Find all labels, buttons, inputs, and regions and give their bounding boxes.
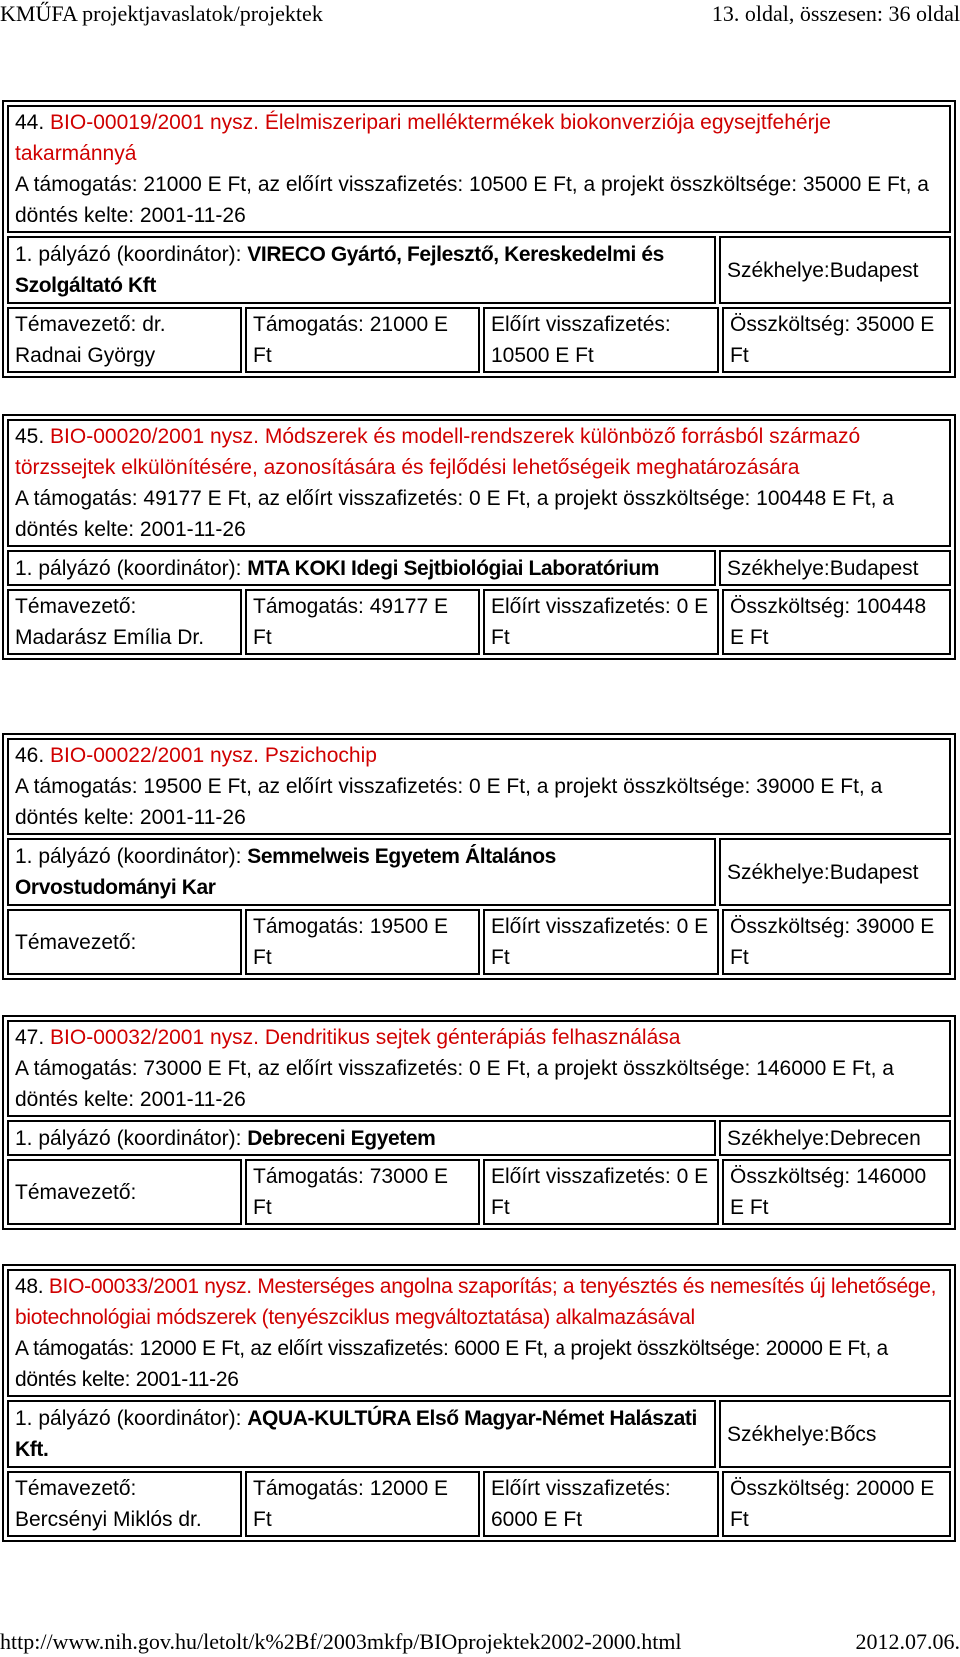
supervisor-cell bbox=[7, 307, 242, 373]
project-code: BIO-00032/2001 nysz. bbox=[50, 1026, 260, 1049]
project-code: BIO-00020/2001 nysz. bbox=[50, 425, 260, 448]
total-label: Összköltség: bbox=[730, 1165, 857, 1188]
seat-label: Székhelye: bbox=[727, 1422, 830, 1446]
support-value: 12000 E Ft bbox=[253, 1477, 448, 1531]
support-label: Támogatás: bbox=[253, 915, 370, 938]
total-label: Összköltség: bbox=[730, 595, 857, 618]
support-value: 21000 E Ft bbox=[253, 313, 448, 367]
project-title: Pszichochip bbox=[264, 744, 377, 767]
support-cell bbox=[245, 1471, 480, 1537]
total-value: 100448 E Ft bbox=[730, 595, 927, 649]
supervisor-label: Témavezető: bbox=[15, 930, 137, 954]
project-title: Élelmiszeripari melléktermékek biokonverziója egysejtfehérje takarmánnyá bbox=[15, 111, 831, 165]
repay-label: Előírt visszafizetés: bbox=[491, 915, 677, 938]
coordinator-cell bbox=[7, 1400, 716, 1468]
project-heading bbox=[15, 740, 943, 771]
supervisor-value: Bercsényi Miklós dr. bbox=[15, 1508, 202, 1531]
seat-cell bbox=[719, 1120, 951, 1156]
applicant-row bbox=[7, 838, 951, 906]
total-label: Összköltség: bbox=[730, 1477, 857, 1500]
coordinator-cell bbox=[7, 838, 716, 906]
project-block-47 bbox=[2, 1015, 956, 1230]
support-label: Támogatás: bbox=[253, 1477, 370, 1500]
repay-cell bbox=[483, 589, 719, 655]
coordinator-label: 1. pályázó (koordinátor): bbox=[15, 1126, 248, 1150]
project-header-cell bbox=[7, 419, 951, 547]
funding-row bbox=[7, 909, 951, 975]
funding-row bbox=[7, 589, 951, 655]
total-label: Összköltség: bbox=[730, 915, 857, 938]
total-cell bbox=[722, 307, 951, 373]
repay-cell bbox=[483, 307, 719, 373]
seat-cell bbox=[719, 838, 951, 906]
footer-url[interactable]: http://www.nih.gov.hu/letolt/k%2Bf/2003mkfp/BIOprojektek2002-2000.html bbox=[0, 1629, 682, 1654]
project-code: BIO-00022/2001 nysz. bbox=[50, 744, 260, 767]
total-value: 20000 E Ft bbox=[730, 1477, 935, 1531]
total-cell bbox=[722, 909, 951, 975]
applicant-name: Debreceni Egyetem bbox=[247, 1126, 436, 1150]
header-page-count: 13. oldal, összesen: 36 oldal bbox=[711, 1, 960, 26]
repay-value: 10500 E Ft bbox=[491, 344, 594, 367]
project-block-48 bbox=[2, 1264, 956, 1542]
supervisor-cell bbox=[7, 589, 242, 655]
project-heading bbox=[15, 421, 943, 483]
support-cell bbox=[245, 1159, 480, 1225]
repay-cell bbox=[483, 1471, 719, 1537]
supervisor-cell bbox=[7, 909, 242, 975]
repay-value: 0 E Ft bbox=[491, 915, 709, 969]
project-code: BIO-00033/2001 nysz. bbox=[48, 1275, 252, 1298]
project-block-45 bbox=[2, 414, 956, 660]
repay-label: Előírt visszafizetés: bbox=[491, 313, 671, 336]
project-number: 44. bbox=[15, 111, 45, 134]
repay-value: 6000 E Ft bbox=[491, 1508, 583, 1531]
coordinator-cell bbox=[7, 550, 716, 586]
total-cell bbox=[722, 1471, 951, 1537]
applicant-row bbox=[7, 1120, 951, 1156]
supervisor-label: Témavezető: bbox=[15, 595, 137, 618]
project-summary: A támogatás: 21000 E Ft, az előírt visszafizetés: 10500 E Ft, a projekt összköltsége: 35000 E Ft, a döntés kelte: 2001-11-26 bbox=[15, 173, 929, 227]
repay-label: Előírt visszafizetés: bbox=[491, 1477, 671, 1500]
project-title: Dendritikus sejtek génterápiás felhasználása bbox=[264, 1026, 681, 1049]
supervisor-value: Madarász Emília Dr. bbox=[15, 626, 205, 649]
support-label: Támogatás: bbox=[253, 595, 370, 618]
project-number: 48. bbox=[15, 1275, 44, 1298]
seat-cell bbox=[719, 236, 951, 304]
seat-cell bbox=[719, 550, 951, 586]
project-header-cell bbox=[7, 1269, 951, 1397]
coordinator-label: 1. pályázó (koordinátor): bbox=[15, 243, 248, 266]
total-value: 146000 E Ft bbox=[730, 1165, 927, 1219]
project-header-cell bbox=[7, 738, 951, 835]
seat-label: Székhelye: bbox=[727, 258, 830, 282]
project-header-cell bbox=[7, 105, 951, 233]
support-cell bbox=[245, 909, 480, 975]
coordinator-cell bbox=[7, 1120, 716, 1156]
support-label: Támogatás: bbox=[253, 1165, 370, 1188]
repay-label: Előírt visszafizetés: bbox=[491, 595, 677, 618]
funding-row bbox=[7, 307, 951, 373]
project-heading bbox=[15, 107, 943, 169]
project-summary: A támogatás: 12000 E Ft, az előírt visszafizetés: 6000 E Ft, a projekt összköltsége: 20000 E Ft, a döntés kelte: 2001-11-26 bbox=[15, 1337, 888, 1391]
project-summary: A támogatás: 19500 E Ft, az előírt visszafizetés: 0 E Ft, a projekt összköltsége: 39000 E Ft, a döntés kelte: 2001-11-26 bbox=[15, 775, 883, 829]
project-heading bbox=[15, 1022, 943, 1053]
total-value: 35000 E Ft bbox=[730, 313, 935, 367]
support-cell bbox=[245, 589, 480, 655]
seat-label: Székhelye: bbox=[727, 1126, 830, 1150]
funding-row bbox=[7, 1159, 951, 1225]
repay-cell bbox=[483, 909, 719, 975]
repay-cell bbox=[483, 1159, 719, 1225]
repay-label: Előírt visszafizetés: bbox=[491, 1165, 677, 1188]
coordinator-label: 1. pályázó (koordinátor): bbox=[15, 556, 248, 580]
seat-value: Bőcs bbox=[829, 1422, 877, 1446]
project-title: Módszerek és modell-rendszerek különböző forrásból származó törzssejtek elkülönítésére, azonosítására és fejlődési lehetőségeik meghatározására bbox=[15, 425, 861, 479]
supervisor-label: Témavezető: bbox=[15, 313, 137, 336]
project-block-46 bbox=[2, 733, 956, 980]
coordinator-label: 1. pályázó (koordinátor): bbox=[15, 1407, 248, 1430]
project-heading bbox=[15, 1271, 943, 1333]
supervisor-label: Témavezető: bbox=[15, 1180, 137, 1204]
project-code: BIO-00019/2001 nysz. bbox=[50, 111, 260, 134]
seat-label: Székhelye: bbox=[727, 860, 830, 884]
applicant-name: MTA KOKI Idegi Sejtbiológiai Laboratórium bbox=[247, 556, 660, 580]
coordinator-label: 1. pályázó (koordinátor): bbox=[15, 845, 248, 868]
supervisor-value: dr. Radnai György bbox=[15, 313, 166, 367]
seat-value: Budapest bbox=[829, 556, 919, 580]
support-value: 19500 E Ft bbox=[253, 915, 448, 969]
project-number: 45. bbox=[15, 425, 45, 448]
seat-value: Budapest bbox=[829, 860, 919, 884]
seat-label: Székhelye: bbox=[727, 556, 830, 580]
footer-date: 2012.07.06. bbox=[855, 1629, 960, 1654]
header-title: KMŰFA projektjavaslatok/projektek bbox=[0, 1, 323, 26]
support-value: 49177 E Ft bbox=[253, 595, 448, 649]
supervisor-cell bbox=[7, 1471, 242, 1537]
applicant-row bbox=[7, 236, 951, 304]
total-cell bbox=[722, 589, 951, 655]
project-number: 47. bbox=[15, 1026, 45, 1049]
applicant-name: AQUA-KULTÚRA Első Magyar-Német Halászati Kft. bbox=[15, 1407, 697, 1461]
seat-value: Debrecen bbox=[829, 1126, 921, 1150]
seat-cell bbox=[719, 1400, 951, 1468]
funding-row bbox=[7, 1471, 951, 1537]
support-cell bbox=[245, 307, 480, 373]
project-summary: A támogatás: 49177 E Ft, az előírt visszafizetés: 0 E Ft, a projekt összköltsége: 100448 E Ft, a döntés kelte: 2001-11-26 bbox=[15, 487, 894, 541]
project-header-cell bbox=[7, 1020, 951, 1117]
applicant-name: Semmelweis Egyetem Általános Orvostudományi Kar bbox=[15, 845, 556, 899]
coordinator-cell bbox=[7, 236, 716, 304]
total-label: Összköltség: bbox=[730, 313, 857, 336]
project-title: Mesterséges angolna szaporítás; a tenyésztés és nemesítés új lehetősége, biotechnológiai módszerek (tenyészciklus megváltoztatása) alkalmazásával bbox=[15, 1275, 937, 1329]
seat-value: Budapest bbox=[829, 258, 919, 282]
applicant-name: VIRECO Gyártó, Fejlesztő, Kereskedelmi és Szolgáltató Kft bbox=[15, 243, 664, 297]
project-block-44 bbox=[2, 100, 956, 378]
supervisor-cell bbox=[7, 1159, 242, 1225]
project-number: 46. bbox=[15, 744, 45, 767]
support-label: Támogatás: bbox=[253, 313, 370, 336]
total-value: 39000 E Ft bbox=[730, 915, 935, 969]
project-summary: A támogatás: 73000 E Ft, az előírt visszafizetés: 0 E Ft, a projekt összköltsége: 146000 E Ft, a döntés kelte: 2001-11-26 bbox=[15, 1057, 894, 1111]
repay-value: 0 E Ft bbox=[491, 595, 709, 649]
total-cell bbox=[722, 1159, 951, 1225]
applicant-row bbox=[7, 550, 951, 586]
supervisor-label: Témavezető: bbox=[15, 1477, 137, 1500]
support-value: 73000 E Ft bbox=[253, 1165, 448, 1219]
repay-value: 0 E Ft bbox=[491, 1165, 709, 1219]
applicant-row bbox=[7, 1400, 951, 1468]
